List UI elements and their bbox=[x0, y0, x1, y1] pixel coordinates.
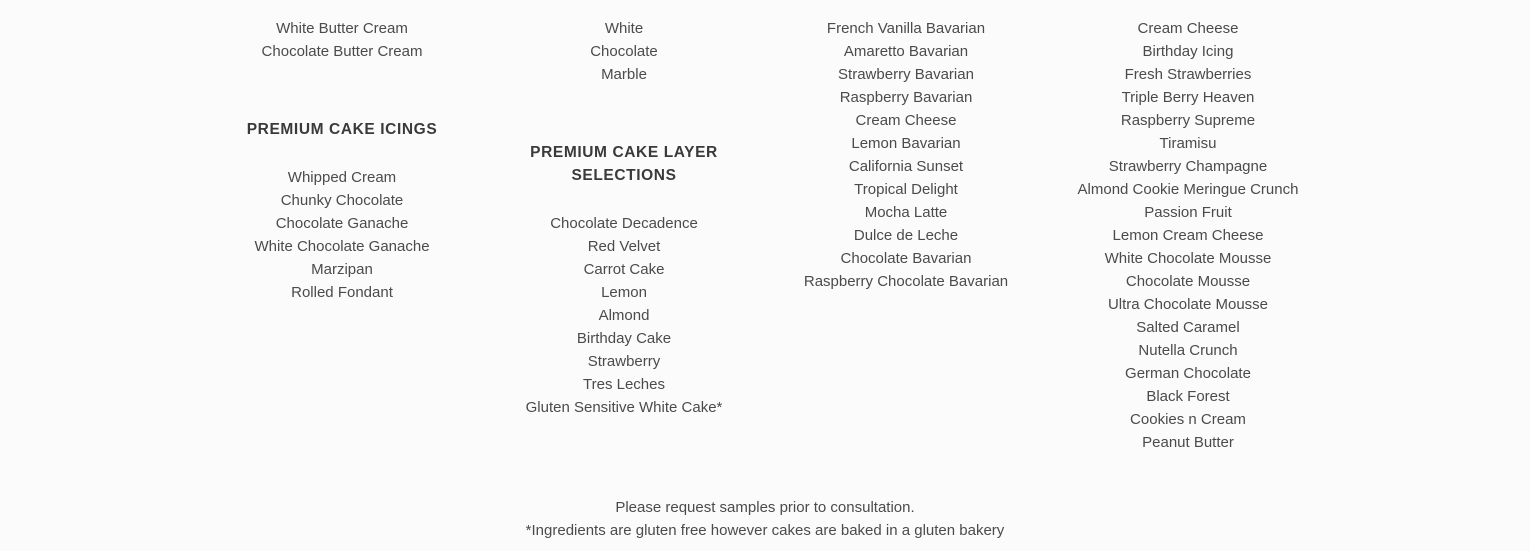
menu-item: Black Forest bbox=[1146, 388, 1230, 405]
premium-cake-icings-heading: PREMIUM CAKE ICINGS bbox=[246, 121, 438, 138]
menu-item: Chunky Chocolate bbox=[280, 192, 404, 209]
gluten-note: *Ingredients are gluten free however cakes are baked in a gluten bakery bbox=[525, 522, 1005, 539]
menu-item: Triple Berry Heaven bbox=[1121, 89, 1255, 106]
cake-menu bbox=[201, 0, 1329, 454]
menu-item: Red Velvet bbox=[587, 238, 661, 255]
column-cake-layers bbox=[483, 0, 765, 419]
menu-item: Cream Cheese bbox=[1137, 20, 1239, 37]
menu-item: Carrot Cake bbox=[583, 261, 665, 278]
premium-icings-list bbox=[201, 166, 483, 304]
menu-item: German Chocolate bbox=[1125, 365, 1251, 382]
column-bavarian-fillings bbox=[765, 0, 1047, 293]
column-specialty-fillings bbox=[1047, 0, 1329, 454]
menu-item: White Chocolate Mousse bbox=[1104, 250, 1272, 267]
menu-item: Cream Cheese bbox=[855, 112, 957, 129]
menu-item: Amaretto Bavarian bbox=[843, 43, 969, 60]
menu-item: Tropical Delight bbox=[854, 181, 958, 198]
premium-layers-list bbox=[483, 212, 765, 419]
menu-item: Almond Cookie Meringue Crunch bbox=[1077, 181, 1299, 198]
menu-item: Dulce de Leche bbox=[853, 227, 959, 244]
menu-item: Tres Leches bbox=[583, 376, 665, 393]
menu-item: Raspberry Supreme bbox=[1120, 112, 1256, 129]
menu-item: Passion Fruit bbox=[1144, 204, 1232, 221]
menu-item: Birthday Icing bbox=[1142, 43, 1234, 60]
menu-item: Lemon Cream Cheese bbox=[1112, 227, 1264, 244]
menu-item: Gluten Sensitive White Cake* bbox=[525, 399, 723, 416]
footer-notes bbox=[0, 496, 1530, 542]
menu-item: White Chocolate Ganache bbox=[254, 238, 430, 255]
bavarian-fillings-list bbox=[765, 17, 1047, 293]
menu-item: Marzipan bbox=[311, 261, 373, 278]
menu-item: Raspberry Chocolate Bavarian bbox=[803, 273, 1009, 290]
menu-item: White Butter Cream bbox=[276, 20, 408, 37]
menu-item: White bbox=[604, 20, 644, 37]
layers-top-list bbox=[483, 17, 765, 86]
menu-item: Lemon Bavarian bbox=[851, 135, 961, 152]
menu-item: Lemon bbox=[601, 284, 647, 301]
menu-item: Chocolate Butter Cream bbox=[261, 43, 423, 60]
menu-item: Chocolate Decadence bbox=[550, 215, 698, 232]
menu-item: Fresh Strawberries bbox=[1124, 66, 1252, 83]
menu-item: Cookies n Cream bbox=[1130, 411, 1246, 428]
menu-item: Ultra Chocolate Mousse bbox=[1107, 296, 1269, 313]
menu-item: Strawberry bbox=[587, 353, 661, 370]
menu-item: Peanut Butter bbox=[1142, 434, 1234, 451]
menu-item: Rolled Fondant bbox=[291, 284, 393, 301]
menu-item: Strawberry Bavarian bbox=[838, 66, 974, 83]
menu-item: Mocha Latte bbox=[864, 204, 948, 221]
menu-item: Chocolate Mousse bbox=[1125, 273, 1251, 290]
menu-item: Strawberry Champagne bbox=[1108, 158, 1268, 175]
menu-item: Nutella Crunch bbox=[1138, 342, 1238, 359]
menu-item: Tiramisu bbox=[1159, 135, 1217, 152]
column-cake-icings bbox=[201, 0, 483, 304]
menu-item: French Vanilla Bavarian bbox=[826, 20, 986, 37]
menu-item: California Sunset bbox=[848, 158, 964, 175]
menu-item: Raspberry Bavarian bbox=[839, 89, 973, 106]
samples-note: Please request samples prior to consultation. bbox=[615, 499, 915, 516]
menu-item: Whipped Cream bbox=[287, 169, 397, 186]
menu-item: Salted Caramel bbox=[1136, 319, 1240, 336]
specialty-fillings-list bbox=[1047, 17, 1329, 454]
premium-cake-layers-heading: PREMIUM CAKE LAYER SELECTIONS bbox=[530, 144, 718, 184]
menu-item: Marble bbox=[601, 66, 647, 83]
menu-item: Almond bbox=[598, 307, 650, 324]
menu-item: Birthday Cake bbox=[576, 330, 672, 347]
menu-item: Chocolate Ganache bbox=[275, 215, 409, 232]
menu-item: Chocolate bbox=[590, 43, 658, 60]
icings-top-list bbox=[201, 17, 483, 63]
menu-item: Chocolate Bavarian bbox=[840, 250, 972, 267]
